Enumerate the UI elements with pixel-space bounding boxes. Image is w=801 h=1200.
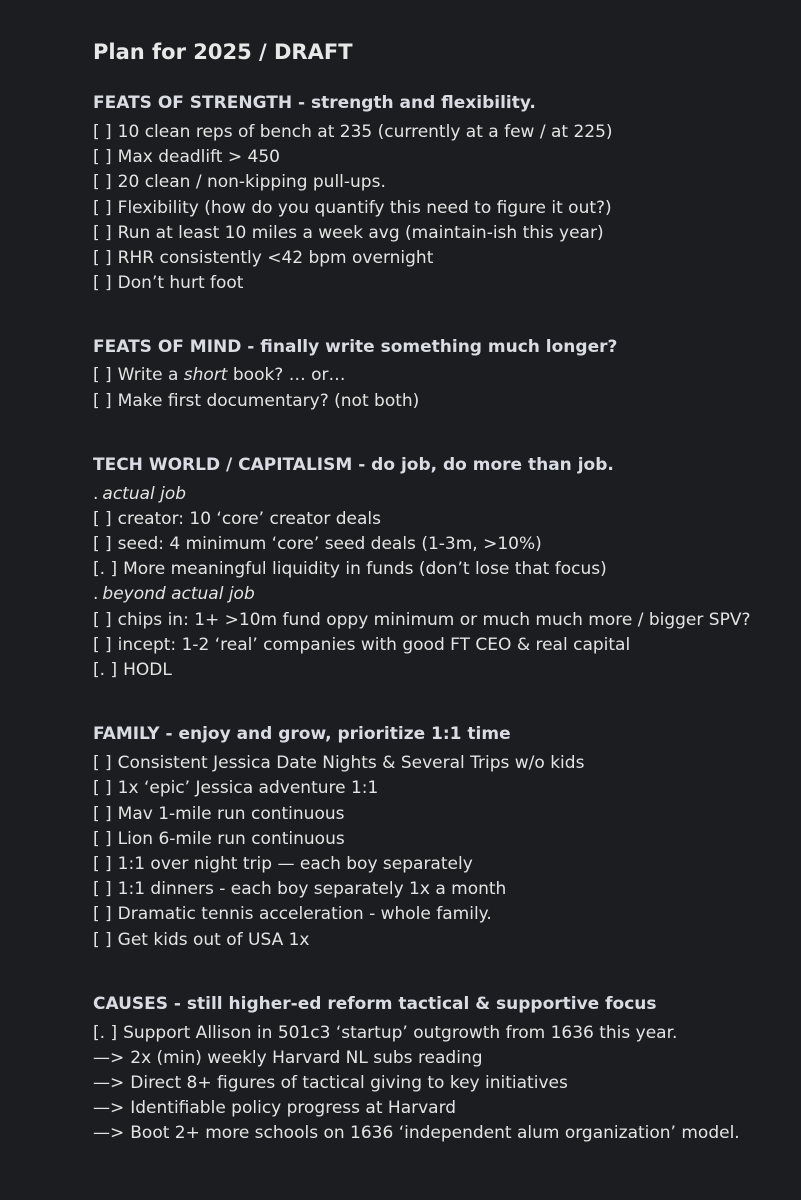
item-text: Max deadlift > 450 (117, 147, 280, 168)
checklist-item (93, 776, 793, 801)
checkbox-mark: [ ] (93, 828, 112, 849)
item-text-emphasis: short (183, 365, 228, 386)
item-text: 2x (min) weekly Harvard NL subs reading (130, 1047, 483, 1068)
item-text: Identifiable policy progress at Harvard (130, 1098, 457, 1119)
checkbox-mark: [ ] (93, 222, 112, 243)
checkbox-mark: [. ] (93, 660, 118, 680)
item-text: HODL (123, 660, 172, 680)
item-text: Direct 8+ figures of tactical giving to key initiatives (130, 1073, 568, 1094)
section-heading: FAMILY - enjoy and grow, prioritize 1:1 time (93, 724, 511, 745)
checklist-item (93, 196, 793, 221)
section-family (93, 722, 793, 953)
sub-heading (93, 582, 793, 607)
item-text: Get kids out of USA 1x (117, 929, 310, 950)
item-text (118, 365, 346, 385)
checklist (93, 363, 793, 413)
item-text: Don’t hurt foot (117, 273, 244, 294)
checkbox-mark: [ ] (93, 879, 112, 900)
checkbox-mark: [ ] (93, 534, 112, 555)
checklist-item (93, 507, 793, 532)
checkbox-mark: [ ] (93, 172, 112, 193)
checklist-item (93, 751, 793, 776)
checklist (93, 120, 793, 296)
checkbox-mark: [ ] (93, 778, 112, 799)
checklist-item (93, 271, 793, 296)
item-text: RHR consistently <42 bpm overnight (117, 247, 434, 268)
section-heading: FEATS OF MIND - finally write something much longer? (93, 337, 618, 358)
arrow-mark: —> (93, 1047, 125, 1068)
checkbox-mark: [. ] (93, 559, 118, 580)
arrow-item (93, 1121, 793, 1146)
item-text: 10 clean reps of bench at 235 (currently at a few / at 225) (117, 122, 613, 142)
checklist-item (93, 120, 793, 145)
section-feats-of-strength (93, 91, 793, 296)
item-text: Boot 2+ more schools on 1636 ‘independent alum organization’ model. (130, 1123, 740, 1144)
arrow-mark: —> (93, 1123, 125, 1144)
checkbox-mark: [ ] (93, 508, 112, 529)
checklist (93, 482, 793, 684)
item-text: More meaningful liquidity in funds (don’t lose that focus) (123, 559, 607, 580)
item-text: incept: 1-2 ‘real’ companies with good FT CEO & real capital (117, 634, 631, 655)
section-heading: CAUSES - still higher-ed reform tactical & supportive focus (93, 993, 657, 1014)
checkbox-mark: [ ] (93, 803, 112, 824)
document (93, 38, 793, 1147)
item-text: 1:1 dinners - each boy separately 1x a month (117, 879, 507, 900)
checkbox-mark: [ ] (93, 634, 112, 655)
item-text: Run at least 10 miles a week avg (maintain-ish this year) (117, 222, 604, 243)
checklist-item (93, 557, 793, 582)
checkbox-mark: [ ] (93, 929, 112, 950)
bullet-mark: . (93, 483, 99, 504)
checkbox-mark: [ ] (93, 247, 112, 268)
item-text: Consistent Jessica Date Nights & Several Trips w/o kids (117, 753, 585, 774)
checklist-item (93, 363, 793, 388)
arrow-mark: —> (93, 1073, 125, 1094)
item-text: Lion 6-mile run continuous (117, 828, 345, 849)
item-text: Dramatic tennis acceleration - whole family. (117, 904, 492, 925)
checklist-item (93, 658, 793, 683)
sub-heading (93, 482, 793, 507)
section-tech-world (93, 453, 793, 684)
item-text: Make first documentary? (not both) (117, 390, 420, 411)
item-text: chips in: 1+ >10m fund oppy minimum or much much more / bigger SPV? (117, 609, 751, 630)
arrow-mark: —> (93, 1098, 125, 1119)
checkbox-mark: [ ] (93, 853, 112, 874)
checkbox-mark: [ ] (93, 273, 112, 294)
item-text: Support Allison in 501c3 ‘startup’ outgrowth from 1636 this year. (123, 1022, 678, 1043)
doc-title: Plan for 2025 / DRAFT (93, 40, 353, 64)
checklist (93, 751, 793, 953)
item-text-before: Write a (117, 365, 184, 386)
checklist-item (93, 532, 793, 557)
checklist-item (93, 221, 793, 246)
checkbox-mark: [ ] (93, 904, 112, 925)
checklist-item (93, 827, 793, 852)
section-causes (93, 992, 793, 1147)
checklist-item (93, 633, 793, 658)
checkbox-mark: [ ] (93, 147, 112, 168)
checklist-item (93, 246, 793, 271)
checklist-item (93, 145, 793, 170)
item-text: 20 clean / non-kipping pull-ups. (117, 172, 386, 193)
checkbox-mark: [. ] (93, 1022, 118, 1043)
checklist-item (93, 170, 793, 195)
item-text: beyond actual job (102, 584, 255, 605)
checkbox-mark: [ ] (93, 197, 112, 218)
checklist-item (93, 852, 793, 877)
checkbox-mark: [ ] (93, 390, 112, 411)
item-text: actual job (102, 483, 187, 504)
checkbox-mark: [ ] (93, 753, 112, 774)
checklist (93, 1021, 793, 1147)
item-text: creator: 10 ‘core’ creator deals (117, 508, 382, 529)
arrow-item (93, 1046, 793, 1071)
checklist-item (93, 877, 793, 902)
checkbox-mark: [ ] (93, 609, 112, 630)
section-feats-of-mind (93, 335, 793, 413)
checklist-item (93, 802, 793, 827)
item-text: Flexibility (how do you quantify this need to figure it out?) (117, 197, 612, 218)
checklist-item (93, 1021, 793, 1046)
section-heading: FEATS OF STRENGTH - strength and flexibility. (93, 93, 536, 113)
item-text: 1x ‘epic’ Jessica adventure 1:1 (117, 778, 379, 799)
checklist-item (93, 608, 793, 633)
arrow-item (93, 1096, 793, 1121)
checklist-item (93, 389, 793, 414)
checkbox-mark: [ ] (93, 365, 112, 386)
item-text: Mav 1-mile run continuous (117, 803, 345, 824)
item-text: seed: 4 minimum ‘core’ seed deals (1-3m, >10%) (117, 534, 542, 555)
checklist-item (93, 928, 793, 953)
arrow-item (93, 1071, 793, 1096)
item-text: 1:1 over night trip — each boy separately (117, 853, 473, 874)
checkbox-mark: [ ] (93, 122, 112, 142)
checklist-item (93, 902, 793, 927)
item-text-after: book? … or… (227, 365, 346, 386)
bullet-mark: . (93, 584, 99, 605)
section-heading: TECH WORLD / CAPITALISM - do job, do more than job. (93, 454, 614, 475)
